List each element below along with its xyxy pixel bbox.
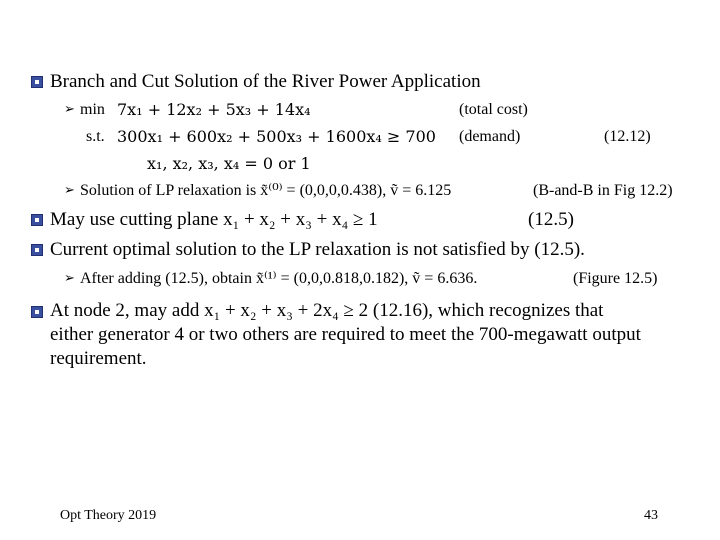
constraint-demand-note: (demand) [459, 128, 521, 145]
lp-solution-text: Solution of LP relaxation is x̃⁽⁰⁾ = (0,0,0,0.438), ṽ = 6.125 [80, 182, 452, 199]
node2-line-1: At node 2, may add x₁ + x₂ + x₃ + 2x₄ ≥ 2 (12.16), which recognizes that [50, 300, 604, 321]
square-bullet-icon [31, 214, 43, 226]
arrow-bullet-icon: ➢ [64, 102, 75, 117]
node2-line-2: either generator 4 or two others are required to meet the 700-megawatt output [50, 324, 641, 345]
page-number: 43 [644, 508, 658, 523]
cutting-plane-text: May use cutting plane x₁ + x₂ + x₃ + x₄ ≥ 1 [50, 209, 378, 230]
square-bullet-icon [31, 244, 43, 256]
square-bullet-icon [31, 306, 43, 318]
constraint-binary-expression: x₁, x₂, x₃, x₄ = 0 or 1 [147, 154, 311, 173]
after-adding-note: (Figure 12.5) [573, 270, 658, 287]
after-adding-text: After adding (12.5), obtain x̃⁽¹⁾ = (0,0,0.818,0.182), ṽ = 6.636. [80, 270, 478, 287]
constraint-prefix: s.t. [86, 128, 105, 145]
constraint-demand-eq-ref: (12.12) [604, 128, 651, 145]
slide-heading: Branch and Cut Solution of the River Power Application [50, 71, 481, 92]
arrow-bullet-icon: ➢ [64, 271, 75, 286]
node2-line-3: requirement. [50, 348, 147, 369]
objective-note: (total cost) [459, 101, 528, 118]
not-satisfied-text: Current optimal solution to the LP relaxation is not satisfied by (12.5). [50, 239, 585, 260]
objective-prefix: min [80, 101, 105, 118]
constraint-demand-expression: 300x₁ + 600x₂ + 500x₃ + 1600x₄ ≥ 700 [117, 127, 436, 146]
footer-left: Opt Theory 2019 [60, 508, 157, 523]
lp-solution-note: (B-and-B in Fig 12.2) [533, 182, 673, 199]
arrow-bullet-icon: ➢ [64, 183, 75, 198]
square-bullet-icon [31, 76, 43, 88]
cutting-plane-eq-ref: (12.5) [528, 209, 574, 230]
objective-expression: 7x₁ + 12x₂ + 5x₃ + 14x₄ [117, 100, 311, 119]
